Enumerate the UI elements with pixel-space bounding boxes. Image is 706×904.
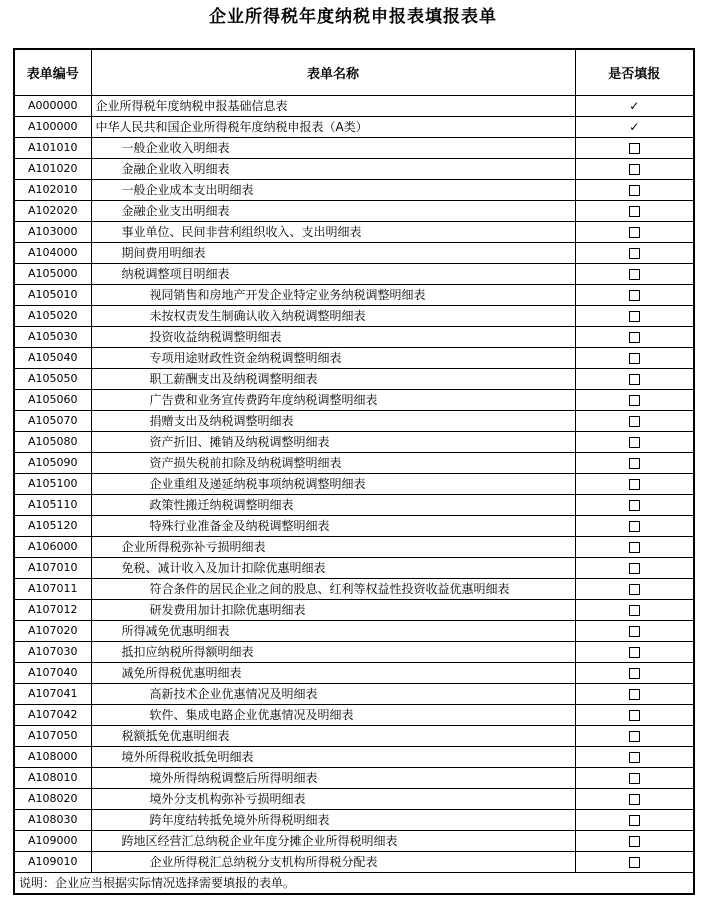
- fill-checkbox[interactable]: [575, 348, 694, 369]
- fill-checkbox[interactable]: [575, 831, 694, 852]
- fill-checkbox[interactable]: [575, 222, 694, 243]
- table-row: [14, 789, 694, 810]
- form-code: A107050: [14, 726, 91, 747]
- fill-checkbox[interactable]: [575, 243, 694, 264]
- form-code: A108020: [14, 789, 91, 810]
- empty-checkbox-icon: [629, 374, 640, 385]
- form-name: 税额抵免优惠明细表: [91, 726, 575, 747]
- fill-checkbox[interactable]: [575, 663, 694, 684]
- form-name: 境外分支机构弥补亏损明细表: [91, 789, 575, 810]
- empty-checkbox-icon: [629, 836, 640, 847]
- form-name: 纳税调整项目明细表: [91, 264, 575, 285]
- table-row: [14, 831, 694, 852]
- note-row: [14, 873, 694, 895]
- form-name: 金融企业支出明细表: [91, 201, 575, 222]
- empty-checkbox-icon: [629, 206, 640, 217]
- fill-checkbox[interactable]: [575, 768, 694, 789]
- form-code: A108030: [14, 810, 91, 831]
- empty-checkbox-icon: [629, 227, 640, 238]
- table-row: [14, 705, 694, 726]
- form-code: A105070: [14, 411, 91, 432]
- form-name: 未按权责发生制确认收入纳税调整明细表: [91, 306, 575, 327]
- table-row: [14, 264, 694, 285]
- table-row: [14, 159, 694, 180]
- table-row: [14, 306, 694, 327]
- check-mark-icon: ✓: [629, 99, 640, 113]
- form-code: A108000: [14, 747, 91, 768]
- form-name: 视同销售和房地产开发企业特定业务纳税调整明细表: [91, 285, 575, 306]
- table-row: [14, 747, 694, 768]
- form-name: 高新技术企业优惠情况及明细表: [91, 684, 575, 705]
- header-name: 表单名称: [91, 49, 575, 96]
- table-row: [14, 201, 694, 222]
- form-name: 抵扣应纳税所得额明细表: [91, 642, 575, 663]
- empty-checkbox-icon: [629, 668, 640, 679]
- fill-checkbox[interactable]: [575, 432, 694, 453]
- empty-checkbox-icon: [629, 332, 640, 343]
- empty-checkbox-icon: [629, 647, 640, 658]
- table-row: [14, 180, 694, 201]
- table-row: [14, 285, 694, 306]
- fill-checkbox[interactable]: [575, 726, 694, 747]
- header-filled: 是否填报: [575, 49, 694, 96]
- form-code: A105060: [14, 390, 91, 411]
- empty-checkbox-icon: [629, 689, 640, 700]
- empty-checkbox-icon: [629, 752, 640, 763]
- table-row: [14, 558, 694, 579]
- table-row: [14, 495, 694, 516]
- table-row: [14, 852, 694, 873]
- fill-checkbox[interactable]: [575, 789, 694, 810]
- empty-checkbox-icon: [629, 773, 640, 784]
- check-mark-icon: ✓: [629, 120, 640, 134]
- fill-checkbox[interactable]: [575, 852, 694, 873]
- form-name: 事业单位、民间非营利组织收入、支出明细表: [91, 222, 575, 243]
- form-name: 免税、减计收入及加计扣除优惠明细表: [91, 558, 575, 579]
- fill-checkbox[interactable]: [575, 495, 694, 516]
- form-code: A105000: [14, 264, 91, 285]
- form-name: 跨年度结转抵免境外所得税明细表: [91, 810, 575, 831]
- form-name: 资产折旧、摊销及纳税调整明细表: [91, 432, 575, 453]
- table-row: [14, 411, 694, 432]
- form-code: A105010: [14, 285, 91, 306]
- form-code: A105100: [14, 474, 91, 495]
- fill-checkbox[interactable]: [575, 747, 694, 768]
- form-code: A105080: [14, 432, 91, 453]
- form-name: 政策性搬迁纳税调整明细表: [91, 495, 575, 516]
- empty-checkbox-icon: [629, 311, 640, 322]
- empty-checkbox-icon: [629, 815, 640, 826]
- empty-checkbox-icon: [629, 290, 640, 301]
- form-code: A104000: [14, 243, 91, 264]
- empty-checkbox-icon: [629, 164, 640, 175]
- table-row: [14, 222, 694, 243]
- empty-checkbox-icon: [629, 857, 640, 868]
- table-row: [14, 768, 694, 789]
- fill-checkbox[interactable]: [575, 327, 694, 348]
- form-name: 期间费用明细表: [91, 243, 575, 264]
- form-code: A107012: [14, 600, 91, 621]
- table-row: [14, 327, 694, 348]
- empty-checkbox-icon: [629, 248, 640, 259]
- form-name: 特殊行业准备金及纳税调整明细表: [91, 516, 575, 537]
- form-code: A103000: [14, 222, 91, 243]
- empty-checkbox-icon: [629, 269, 640, 280]
- form-name: 企业所得税年度纳税申报基础信息表: [91, 96, 575, 117]
- fill-checkbox[interactable]: [575, 411, 694, 432]
- table-row: [14, 621, 694, 642]
- form-name: 广告费和业务宣传费跨年度纳税调整明细表: [91, 390, 575, 411]
- form-code: A105110: [14, 495, 91, 516]
- form-code: A107020: [14, 621, 91, 642]
- table-row: [14, 369, 694, 390]
- form-code: A107030: [14, 642, 91, 663]
- empty-checkbox-icon: [629, 143, 640, 154]
- table-row: [14, 600, 694, 621]
- table-row: [14, 579, 694, 600]
- form-name: 企业所得税汇总纳税分支机构所得税分配表: [91, 852, 575, 873]
- table-header-row: [14, 49, 694, 96]
- table-row: [14, 243, 694, 264]
- empty-checkbox-icon: [629, 794, 640, 805]
- empty-checkbox-icon: [629, 605, 640, 616]
- table-row: [14, 663, 694, 684]
- empty-checkbox-icon: [629, 185, 640, 196]
- form-name: 金融企业收入明细表: [91, 159, 575, 180]
- form-code: A107041: [14, 684, 91, 705]
- form-name: 境外所得税收抵免明细表: [91, 747, 575, 768]
- table-row: [14, 348, 694, 369]
- form-code: A105040: [14, 348, 91, 369]
- fill-checkbox[interactable]: [575, 285, 694, 306]
- empty-checkbox-icon: [629, 626, 640, 637]
- empty-checkbox-icon: [629, 584, 640, 595]
- fill-checkbox[interactable]: [575, 621, 694, 642]
- fill-checkbox[interactable]: [575, 138, 694, 159]
- empty-checkbox-icon: [629, 731, 640, 742]
- fill-checkbox[interactable]: [575, 117, 694, 138]
- table-row: [14, 684, 694, 705]
- form-code: A107011: [14, 579, 91, 600]
- form-name: 投资收益纳税调整明细表: [91, 327, 575, 348]
- form-name: 职工薪酬支出及纳税调整明细表: [91, 369, 575, 390]
- fill-checkbox[interactable]: [575, 558, 694, 579]
- empty-checkbox-icon: [629, 500, 640, 511]
- fill-checkbox[interactable]: [575, 201, 694, 222]
- fill-checkbox[interactable]: [575, 96, 694, 117]
- form-code: A109010: [14, 852, 91, 873]
- fill-checkbox[interactable]: [575, 579, 694, 600]
- form-name: 企业所得税弥补亏损明细表: [91, 537, 575, 558]
- header-code: 表单编号: [14, 49, 91, 96]
- form-name: 符合条件的居民企业之间的股息、红利等权益性投资收益优惠明细表: [91, 579, 575, 600]
- fill-checkbox[interactable]: [575, 642, 694, 663]
- empty-checkbox-icon: [629, 563, 640, 574]
- table-row: [14, 390, 694, 411]
- fill-checkbox[interactable]: [575, 474, 694, 495]
- fill-checkbox[interactable]: [575, 264, 694, 285]
- form-name: 减免所得税优惠明细表: [91, 663, 575, 684]
- form-code: A000000: [14, 96, 91, 117]
- empty-checkbox-icon: [629, 353, 640, 364]
- form-code: A105050: [14, 369, 91, 390]
- form-code: A102020: [14, 201, 91, 222]
- table-row: [14, 537, 694, 558]
- fill-checkbox[interactable]: [575, 159, 694, 180]
- table-row: [14, 117, 694, 138]
- empty-checkbox-icon: [629, 395, 640, 406]
- form-code: A105020: [14, 306, 91, 327]
- table-row: [14, 474, 694, 495]
- fill-checkbox[interactable]: [575, 600, 694, 621]
- form-code: A105090: [14, 453, 91, 474]
- form-name: 一般企业成本支出明细表: [91, 180, 575, 201]
- fill-checkbox[interactable]: [575, 516, 694, 537]
- fill-checkbox[interactable]: [575, 705, 694, 726]
- form-code: A107040: [14, 663, 91, 684]
- fill-checkbox[interactable]: [575, 306, 694, 327]
- form-code: A102010: [14, 180, 91, 201]
- form-code: A107042: [14, 705, 91, 726]
- form-name: 捐赠支出及纳税调整明细表: [91, 411, 575, 432]
- form-name: 中华人民共和国企业所得税年度纳税申报表（A类）: [91, 117, 575, 138]
- page-title: 企业所得税年度纳税申报表填报表单: [209, 7, 497, 27]
- form-code: A101010: [14, 138, 91, 159]
- empty-checkbox-icon: [629, 542, 640, 553]
- form-name: 研发费用加计扣除优惠明细表: [91, 600, 575, 621]
- empty-checkbox-icon: [629, 479, 640, 490]
- empty-checkbox-icon: [629, 458, 640, 469]
- form-code: A108010: [14, 768, 91, 789]
- table-row: [14, 138, 694, 159]
- empty-checkbox-icon: [629, 437, 640, 448]
- table-row: [14, 432, 694, 453]
- fill-checkbox[interactable]: [575, 180, 694, 201]
- form-list-table: [13, 48, 695, 895]
- fill-checkbox[interactable]: [575, 684, 694, 705]
- empty-checkbox-icon: [629, 416, 640, 427]
- form-name: 软件、集成电路企业优惠情况及明细表: [91, 705, 575, 726]
- form-name: 跨地区经营汇总纳税企业年度分摊企业所得税明细表: [91, 831, 575, 852]
- form-code: A105030: [14, 327, 91, 348]
- fill-checkbox[interactable]: [575, 453, 694, 474]
- empty-checkbox-icon: [629, 521, 640, 532]
- form-name: 专项用途财政性资金纳税调整明细表: [91, 348, 575, 369]
- table-row: [14, 726, 694, 747]
- form-code: A107010: [14, 558, 91, 579]
- form-name: 所得减免优惠明细表: [91, 621, 575, 642]
- form-code: A101020: [14, 159, 91, 180]
- form-name: 境外所得纳税调整后所得明细表: [91, 768, 575, 789]
- form-code: A109000: [14, 831, 91, 852]
- fill-checkbox[interactable]: [575, 390, 694, 411]
- table-row: [14, 96, 694, 117]
- fill-checkbox[interactable]: [575, 537, 694, 558]
- table-row: [14, 810, 694, 831]
- table-row: [14, 516, 694, 537]
- form-code: A100000: [14, 117, 91, 138]
- form-name: 企业重组及递延纳税事项纳税调整明细表: [91, 474, 575, 495]
- fill-checkbox[interactable]: [575, 810, 694, 831]
- fill-checkbox[interactable]: [575, 369, 694, 390]
- form-name: 资产损失税前扣除及纳税调整明细表: [91, 453, 575, 474]
- table-row: [14, 453, 694, 474]
- form-code: A106000: [14, 537, 91, 558]
- form-code: A105120: [14, 516, 91, 537]
- empty-checkbox-icon: [629, 710, 640, 721]
- form-name: 一般企业收入明细表: [91, 138, 575, 159]
- table-row: [14, 642, 694, 663]
- note-text: 说明：企业应当根据实际情况选择需要填报的表单。: [14, 873, 694, 895]
